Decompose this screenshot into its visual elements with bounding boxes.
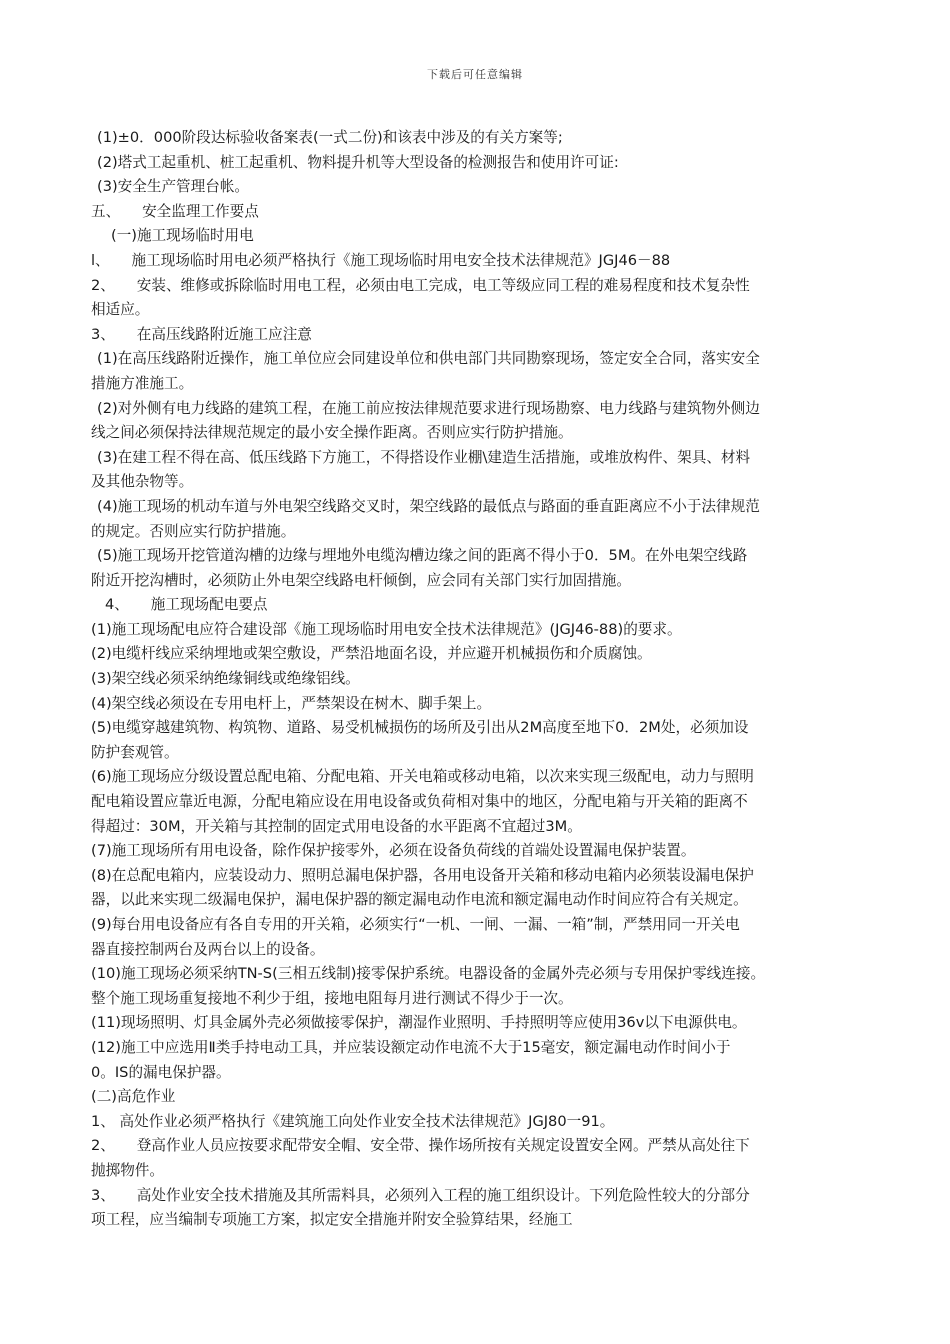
text-line: (2)电缆杆线应采纳埋地或架空敷设，严禁沿地面名设，并应避开机械损伤和介质腐蚀。 (91, 645, 652, 663)
text-line: 线之间必须保持法律规范规定的最小安全操作距离。否则应实行防护措施。 (91, 424, 573, 442)
text-line: (6)施工现场应分级设置总配电箱、分配电箱、开关电箱或移动电箱，以次来实现三级配电，动力与照明 (91, 768, 754, 786)
subsection-heading: (一)施工现场临时用电 (111, 227, 254, 245)
page-header: 下载后可任意编辑 (427, 68, 523, 81)
text-line: 3、 高处作业安全技术措施及其所需料具，必须列入工程的施工组织设计。下列危险性较大的分部分 (91, 1186, 750, 1204)
text-line: 整个施工现场重复接地不利少于组，接地电阻每月进行测试不得少于一次。 (91, 989, 573, 1007)
text-line: (1)施工现场配电应符合建设部《施工现场临时用电安全技术法律规范》(JGJ46-88)的要求。 (91, 620, 682, 638)
text-line: l、 施工现场临时用电必须严格执行《施工现场临时用电安全技术法律规范》JGJ46－88 (91, 251, 671, 269)
text-line: 项工程，应当编制专项施工方案，拟定安全措施并附安全验算结果，经施工 (91, 1211, 573, 1229)
text-line: (10)施工现场必须采纳TN-S(三相五线制)接零保护系统。电器设备的金属外壳必须与专用保护零线连接。 (91, 965, 766, 983)
text-line: 相适应。 (91, 301, 150, 319)
text-line: 的规定。否则应实行防护措施。 (91, 522, 296, 540)
text-line: 1、 高处作业必须严格执行《建筑施工向处作业安全技术法律规范》JGJ80一91。 (91, 1112, 615, 1130)
text-line: 及其他杂物等。 (91, 473, 194, 491)
text-line: (1)在高压线路附近操作，施工单位应会同建设单位和供电部门共同勘察现场，签定安全合同，落实安全 (97, 350, 760, 368)
text-line: 0。IS的漏电保护器。 (91, 1063, 231, 1081)
section-heading: 五、 安全监理工作要点 (91, 202, 259, 220)
text-line: (5)施工现场开挖管道沟槽的边缘与埋地外电缆沟槽边缘之间的距离不得小于0．5M。在外电架空线路 (97, 547, 748, 565)
text-line: 2、 安装、维修或拆除临时用电工程，必须由电工完成，电工等级应同工程的难易程度和技术复杂性 (91, 276, 750, 294)
document-body (91, 126, 866, 1233)
text-line: 措施方准施工。 (91, 374, 194, 392)
text-line: 配电箱设置应靠近电源，分配电箱应设在用电设备或负荷相对集中的地区，分配电箱与开关箱的距离不 (91, 793, 748, 811)
text-line: 附近开挖沟槽时，必须防止外电架空线路电杆倾倒，应会同有关部门实行加固措施。 (91, 571, 631, 589)
subsection-heading: (二)高危作业 (91, 1088, 176, 1106)
text-line: 得超过：30M，开关箱与其控制的固定式用电设备的水平距离不宜超过3M。 (91, 817, 582, 835)
text-line: 2、 登高作业人员应按要求配带安全帽、安全带、操作场所按有关规定设置安全网。严禁从高处往下 (91, 1137, 750, 1155)
text-line: (3)架空线必须采纳绝缘铜线或绝缘铝线。 (91, 670, 360, 688)
text-line: (1)±0．000阶段达标验收备案表(一式二份)和该表中涉及的有关方案等; (97, 129, 563, 146)
text-line: (9)每台用电设备应有各自专用的开关箱，必须实行“一机、一闸、一漏、一箱”制，严禁用同一开关电 (91, 916, 740, 933)
text-line: (5)电缆穿越建筑物、构筑物、道路、易受机械损伤的场所及引出从2M高度至地下0．2M处，必须加设 (91, 719, 749, 737)
text-line: (2)对外侧有电力线路的建筑工程，在施工前应按法律规范要求进行现场勘察、电力线路与建筑物外侧边 (97, 399, 760, 417)
text-line: (12)施工中应选用Ⅱ类手持电动工具，并应装设额定动作电流不大于15毫安，额定漏电动作时间小于 (91, 1038, 731, 1056)
text-line: 3、 在高压线路附近施工应注意 (91, 325, 312, 343)
text-line: (3)在建工程不得在高、低压线路下方施工，不得搭设作业棚\建造生活措施，或堆放构件、架具、材料 (97, 448, 751, 466)
text-line: (7)施工现场所有用电设备，除作保护接零外，必须在设备负荷线的首端处设置漏电保护装置。 (91, 842, 696, 860)
text-line: (2)塔式工起重机、桩工起重机、物料提升机等大型设备的检测报告和使用许可证: (97, 153, 619, 171)
subsection-heading: 4、 施工现场配电要点 (105, 596, 268, 614)
text-line: (8)在总配电箱内，应装设动力、照明总漏电保护器，各用电设备开关箱和移动电箱内必须装设漏电保护 (91, 866, 754, 884)
text-line: 器，以此来实现二级漏电保护，漏电保护器的额定漏电动作电流和额定漏电动作时间应符合有关规定。 (91, 891, 748, 909)
text-line: (3)安全生产管理台帐。 (97, 178, 250, 196)
text-line: 器直接控制两台及两台以上的设备。 (91, 940, 325, 958)
text-line: 防护套观管。 (91, 743, 179, 761)
text-line: 抛掷物件。 (91, 1161, 164, 1179)
text-line: (11)现场照明、灯具金属外壳必须做接零保护，潮湿作业照明、手持照明等应使用36v以下电源供电。 (91, 1014, 747, 1032)
text-line: (4)架空线必须设在专用电杆上，严禁架设在树木、脚手架上。 (91, 694, 492, 712)
text-line: (4)施工现场的机动车道与外电架空线路交叉时，架空线路的最低点与路面的垂直距离应不小于法律规范 (97, 497, 760, 515)
